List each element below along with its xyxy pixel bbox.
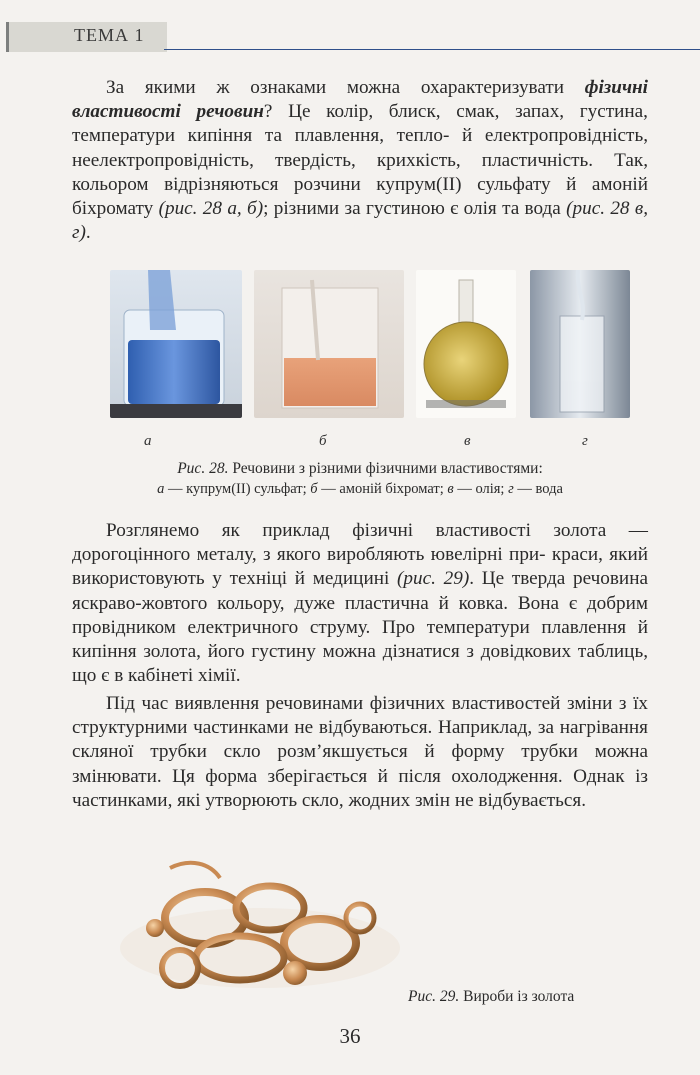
header-rule — [164, 49, 700, 50]
caption-28-c-text: — олія; — [453, 481, 509, 497]
caption-28-b-letter: б — [310, 481, 318, 497]
photo-ammonium-dichromate — [254, 270, 404, 418]
topic-title: ТЕМА 1 — [74, 25, 145, 45]
caption-28-a-letter: а — [157, 481, 165, 497]
caption-28-prefix: Рис. 28. — [177, 460, 229, 477]
paragraph-3 — [72, 692, 648, 813]
page-header — [0, 22, 700, 56]
figure-label-c: в — [464, 433, 471, 449]
figure-label-a: а — [144, 433, 152, 449]
caption-28-d-letter: г — [508, 481, 514, 497]
p3-text: Під час виявлення речовинами фізичних властивостей зміни з їх структурними частинками не відбуваються. Наприклад, за нагрівання скляної трубки скло розм’якшується й форму трубки можна змінювати. Ця форма зберігається й після охолодження. Однак із частинками, які утворюють скло, жодних змін не відбувається. — [72, 693, 648, 811]
p2-figure-ref: (рис. 29) — [397, 568, 470, 590]
page-number: 36 — [339, 1024, 361, 1048]
caption-28-b-text: — амоній біхромат; — [317, 481, 448, 497]
figure-label-d: г — [582, 433, 588, 449]
p2-text-start: Розглянемо як приклад фізичні властивості золота — дорогоцінного металу, з якого виробляють ювелірні при- краси, який використовують у техніці й медицині — [72, 520, 648, 590]
caption-29-prefix: Рис. 29. — [408, 988, 460, 1005]
p1-figure-ref-1: (рис. 28 а, б) — [158, 198, 264, 220]
photo-oil-flask — [416, 270, 516, 418]
photo-copper-sulfate — [110, 270, 242, 418]
p1-text-mid: ? Це колір, блиск, смак, запах, густина, температури кипіння та плавлення, тепло- й електропровідність, неелектропровідність, твердість, крихкість, пластичність. Так, кольором відрізняються розчини купрум(II) сульфату й амоній біхромату — [72, 101, 648, 220]
p2-text-end: . Це тверда речовина яскраво-жовтого кольору, дуже пластична й ковка. Вона є добрим провідником електричного струму. Про температури плавлення й кипіння золота, його густину можна дізнатися з довідкових таблиць, що є в кабінеті хімії. — [72, 568, 648, 687]
photo-water-glass — [530, 270, 630, 418]
caption-28-c-letter: в — [447, 481, 454, 497]
figure-28-caption — [72, 458, 648, 500]
p1-emphasis: фізичні властивості речовин — [72, 77, 648, 123]
p1-text-mid2: ; різними за густиною є олія та вода — [263, 198, 567, 220]
p1-figure-ref-2: (рис. 28 в, г) — [72, 198, 648, 244]
p1-text-end: . — [85, 222, 91, 244]
p1-text-start: За якими ж ознаками можна охарактеризувати — [106, 77, 585, 98]
caption-28-title: Речовини з різними фізичними властивостями: — [228, 460, 543, 477]
caption-28-a-text: — купрум(II) сульфат; — [164, 481, 311, 497]
caption-29-text: Вироби із золота — [459, 988, 575, 1005]
figure-29-caption — [408, 988, 574, 1006]
figure-28 — [110, 270, 630, 420]
photo-gold-jewelry — [110, 848, 410, 1008]
caption-28-d-text: — вода — [513, 481, 563, 497]
paragraph-2 — [72, 519, 648, 688]
paragraph-1 — [72, 76, 648, 245]
figure-label-b: б — [319, 433, 327, 449]
